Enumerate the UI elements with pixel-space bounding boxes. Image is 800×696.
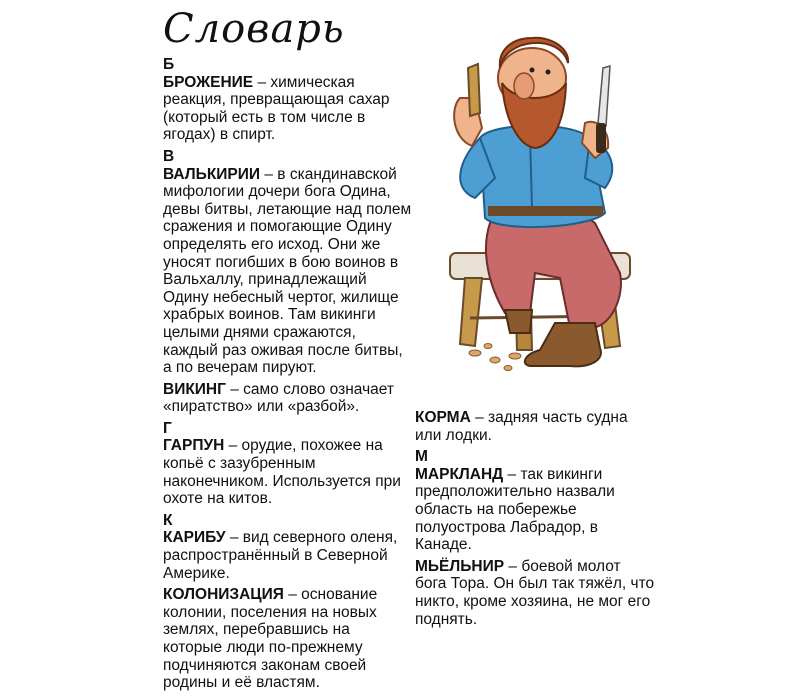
section-letter: В: [163, 147, 175, 165]
section-letter: К: [163, 511, 173, 529]
entry-term: МАРКЛАНД: [415, 465, 504, 483]
dictionary-entry: [163, 586, 413, 692]
dictionary-entry: [415, 466, 655, 554]
entry-definition: – само слово означает «пиратство» или «разбой».: [163, 380, 394, 416]
entry-definition: – основание колонии, поселения на новых землях, перебравшись на которые люди по-прежнему подчиняются законам своей родины и её властям.: [163, 586, 378, 692]
section-letter: М: [415, 448, 428, 466]
entry-definition: – в скандинавской мифологии дочери бога Одина, девы битвы, летающие над полем сражения и помогающие Одину определять его исход. Они же уносят погибших в бою воинов в Вальхаллу, принадлежащий Одину небесный чертог, жилище храбрых воинов. Там викинги целыми днями сражаются, каждый раз оживая после битвы, а по вечерам пируют.: [163, 165, 412, 377]
viking-illustration: [420, 28, 650, 388]
dictionary-entry: [163, 529, 413, 582]
page-title: Словарь: [163, 6, 345, 52]
entry-definition: – орудие, похожее на копьё с зазубренным наконечником. Используется при охоте на китов.: [163, 437, 401, 508]
entry-term: КОРМА: [415, 409, 471, 426]
dictionary-entry: [415, 558, 655, 628]
dictionary-entry: [163, 381, 413, 416]
entry-definition: – вид северного оленя, распространённый в Северной Америке.: [163, 529, 398, 582]
entry-definition: – химическая реакция, превращающая сахар (который есть в том числе в ягодах) в спирт.: [163, 73, 390, 144]
entry-term: ГАРПУН: [163, 437, 225, 455]
entry-term: ВАЛЬКИРИИ: [163, 165, 261, 183]
section-letter: Б: [163, 56, 175, 73]
dictionary-entry: [415, 409, 655, 444]
entry-definition: – задняя часть судна или лодки.: [415, 409, 628, 444]
dictionary-entry: [163, 437, 413, 507]
entry-term: КОЛОНИЗАЦИЯ: [163, 586, 284, 604]
entry-term: КАРИБУ: [163, 529, 226, 547]
entry-term: ВИКИНГ: [163, 380, 226, 398]
entry-term: МЬЁЛЬНИР: [415, 557, 505, 575]
entry-definition: – боевой молот бога Тора. Он был так тяжёл, что никто, кроме хозяина, не мог его поднять.: [415, 557, 655, 628]
entry-definition: – так викинги предположительно назвали область на побережье полуострова Лабрадор, в Канаде.: [415, 465, 615, 554]
bearded-viking-carving-wood-icon: [420, 28, 650, 388]
dictionary-right-column: [415, 409, 655, 632]
section-letter: Г: [163, 419, 172, 437]
entry-term: БРОЖЕНИЕ: [163, 73, 254, 91]
dictionary-entry: [163, 166, 413, 377]
dictionary-entry: [163, 74, 413, 144]
